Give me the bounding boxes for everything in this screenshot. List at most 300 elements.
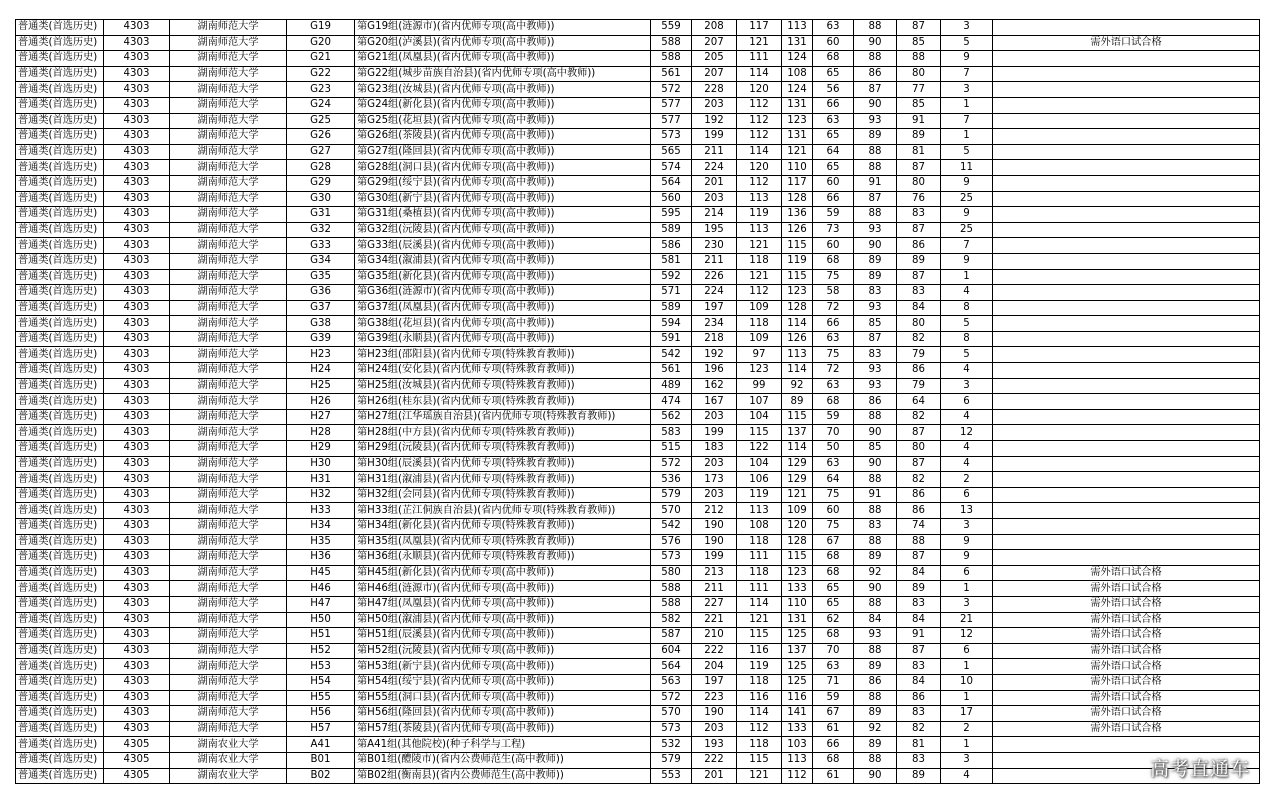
cell-remark [993,534,1260,550]
cell-elective-score: 50 [813,441,854,457]
cell-group-code: B01 [287,752,355,768]
cell-institution-code: 4303 [104,51,170,67]
cell-group-name: 第G21组(凤凰县)(省内优师专项(高中教师)) [355,51,651,67]
cell-institution-name: 湖南师范大学 [170,347,287,363]
cell-group-code: H25 [287,378,355,394]
cell-elective-score: 59 [813,207,854,223]
cell-subject-b-score: 123 [782,565,813,581]
cell-remark [993,363,1260,379]
cell-enrolled-count: 4 [941,409,993,425]
cell-group-name: 第G32组(沅陵县)(省内优师专项(高中教师)) [355,222,651,238]
cell-rank-score-a: 89 [854,659,897,675]
cell-chinese-math-score: 199 [692,550,737,566]
cell-remark [993,503,1260,519]
cell-category: 普通类(首选历史) [16,20,104,36]
cell-rank-score-b: 85 [897,35,941,51]
cell-elective-score: 63 [813,378,854,394]
cell-total-score: 571 [651,285,692,301]
cell-subject-b-score: 126 [782,222,813,238]
cell-rank-score-b: 80 [897,175,941,191]
cell-total-score: 577 [651,113,692,129]
cell-elective-score: 63 [813,659,854,675]
cell-total-score: 582 [651,612,692,628]
cell-group-code: G19 [287,20,355,36]
cell-category: 普通类(首选历史) [16,363,104,379]
cell-group-name: 第B02组(衡南县)(省内公费师范生(高中教师)) [355,768,651,784]
cell-institution-name: 湖南师范大学 [170,222,287,238]
cell-group-name: 第G24组(新化县)(省内优师专项(高中教师)) [355,97,651,113]
cell-subject-a-score: 115 [737,752,782,768]
cell-group-code: H35 [287,534,355,550]
cell-rank-score-a: 90 [854,581,897,597]
cell-total-score: 559 [651,20,692,36]
cell-rank-score-b: 82 [897,409,941,425]
cell-group-code: H57 [287,721,355,737]
cell-total-score: 591 [651,331,692,347]
cell-subject-b-score: 124 [782,51,813,67]
cell-institution-code: 4303 [104,628,170,644]
cell-subject-b-score: 125 [782,659,813,675]
cell-rank-score-a: 88 [854,207,897,223]
cell-subject-a-score: 118 [737,316,782,332]
cell-elective-score: 65 [813,129,854,145]
cell-institution-code: 4303 [104,394,170,410]
cell-elective-score: 60 [813,503,854,519]
cell-group-name: 第H50组(溆浦县)(省内优师专项(高中教师)) [355,612,651,628]
table-row [16,534,1260,550]
cell-total-score: 581 [651,253,692,269]
cell-category: 普通类(首选历史) [16,550,104,566]
cell-rank-score-a: 88 [854,690,897,706]
cell-total-score: 573 [651,550,692,566]
cell-total-score: 588 [651,51,692,67]
cell-enrolled-count: 4 [941,285,993,301]
cell-group-code: H47 [287,596,355,612]
table-row [16,596,1260,612]
cell-group-name: 第G20组(泸溪县)(省内优师专项(高中教师)) [355,35,651,51]
cell-rank-score-b: 79 [897,378,941,394]
cell-group-name: 第H25组(汝城县)(省内优师专项(特殊教育教师)) [355,378,651,394]
cell-elective-score: 60 [813,175,854,191]
cell-subject-b-score: 124 [782,82,813,98]
cell-group-name: 第H45组(新化县)(省内优师专项(高中教师)) [355,565,651,581]
cell-remark [993,222,1260,238]
cell-total-score: 561 [651,363,692,379]
cell-group-code: G21 [287,51,355,67]
cell-chinese-math-score: 205 [692,51,737,67]
cell-elective-score: 64 [813,472,854,488]
cell-category: 普通类(首选历史) [16,737,104,753]
cell-subject-a-score: 109 [737,331,782,347]
cell-enrolled-count: 3 [941,82,993,98]
cell-enrolled-count: 4 [941,363,993,379]
cell-group-code: G20 [287,35,355,51]
cell-elective-score: 66 [813,737,854,753]
cell-rank-score-a: 93 [854,628,897,644]
cell-chinese-math-score: 183 [692,441,737,457]
table-row [16,97,1260,113]
cell-group-code: H45 [287,565,355,581]
cell-subject-a-score: 121 [737,612,782,628]
cell-total-score: 564 [651,175,692,191]
cell-subject-a-score: 120 [737,82,782,98]
cell-rank-score-b: 76 [897,191,941,207]
cell-elective-score: 59 [813,409,854,425]
cell-group-name: 第H56组(隆回县)(省内优师专项(高中教师)) [355,706,651,722]
cell-institution-name: 湖南师范大学 [170,97,287,113]
cell-chinese-math-score: 197 [692,300,737,316]
cell-total-score: 572 [651,82,692,98]
cell-rank-score-b: 86 [897,363,941,379]
table-body [16,20,1260,784]
cell-rank-score-b: 85 [897,97,941,113]
cell-remark: 需外语口试合格 [993,35,1260,51]
cell-institution-name: 湖南师范大学 [170,394,287,410]
table-row [16,300,1260,316]
cell-institution-name: 湖南师范大学 [170,160,287,176]
cell-chinese-math-score: 211 [692,253,737,269]
cell-group-code: G39 [287,331,355,347]
cell-rank-score-a: 93 [854,222,897,238]
cell-group-code: G33 [287,238,355,254]
cell-rank-score-a: 90 [854,238,897,254]
cell-institution-code: 4303 [104,144,170,160]
cell-enrolled-count: 12 [941,628,993,644]
cell-rank-score-b: 89 [897,129,941,145]
cell-subject-a-score: 112 [737,97,782,113]
cell-institution-code: 4303 [104,222,170,238]
cell-group-name: 第G23组(汝城县)(省内优师专项(高中教师)) [355,82,651,98]
cell-group-name: 第H24组(安化县)(省内优师专项(特殊教育教师)) [355,363,651,379]
cell-group-name: 第G30组(新宁县)(省内优师专项(高中教师)) [355,191,651,207]
cell-elective-score: 68 [813,253,854,269]
cell-chinese-math-score: 221 [692,612,737,628]
cell-enrolled-count: 8 [941,300,993,316]
cell-subject-b-score: 123 [782,113,813,129]
cell-rank-score-a: 89 [854,737,897,753]
cell-category: 普通类(首选历史) [16,113,104,129]
cell-category: 普通类(首选历史) [16,300,104,316]
table-row [16,347,1260,363]
table-row [16,331,1260,347]
table-row [16,285,1260,301]
cell-category: 普通类(首选历史) [16,331,104,347]
cell-category: 普通类(首选历史) [16,690,104,706]
table-row [16,394,1260,410]
cell-total-score: 542 [651,347,692,363]
cell-institution-name: 湖南师范大学 [170,129,287,145]
cell-institution-code: 4303 [104,285,170,301]
cell-subject-a-score: 122 [737,441,782,457]
cell-rank-score-a: 92 [854,565,897,581]
cell-institution-name: 湖南师范大学 [170,20,287,36]
cell-elective-score: 71 [813,674,854,690]
cell-category: 普通类(首选历史) [16,253,104,269]
cell-enrolled-count: 3 [941,596,993,612]
cell-subject-b-score: 103 [782,737,813,753]
cell-subject-b-score: 113 [782,20,813,36]
cell-chinese-math-score: 223 [692,690,737,706]
cell-institution-name: 湖南师范大学 [170,487,287,503]
cell-chinese-math-score: 203 [692,409,737,425]
cell-rank-score-b: 64 [897,394,941,410]
cell-remark: 需外语口试合格 [993,643,1260,659]
cell-remark [993,20,1260,36]
cell-subject-b-score: 112 [782,768,813,784]
cell-rank-score-b: 87 [897,20,941,36]
cell-subject-b-score: 133 [782,721,813,737]
cell-subject-b-score: 128 [782,191,813,207]
cell-rank-score-a: 88 [854,596,897,612]
table-row [16,721,1260,737]
cell-institution-code: 4303 [104,612,170,628]
cell-chinese-math-score: 218 [692,331,737,347]
cell-group-code: G36 [287,285,355,301]
cell-total-score: 589 [651,222,692,238]
cell-subject-b-score: 89 [782,394,813,410]
cell-elective-score: 65 [813,160,854,176]
cell-subject-a-score: 114 [737,706,782,722]
cell-institution-code: 4303 [104,409,170,425]
cell-institution-name: 湖南师范大学 [170,363,287,379]
cell-total-score: 572 [651,690,692,706]
cell-enrolled-count: 9 [941,207,993,223]
cell-institution-code: 4303 [104,269,170,285]
cell-elective-score: 67 [813,534,854,550]
cell-subject-a-score: 116 [737,690,782,706]
table-row [16,487,1260,503]
cell-total-score: 561 [651,66,692,82]
cell-rank-score-a: 90 [854,456,897,472]
cell-group-code: H53 [287,659,355,675]
cell-remark [993,144,1260,160]
cell-category: 普通类(首选历史) [16,596,104,612]
cell-enrolled-count: 6 [941,565,993,581]
cell-institution-code: 4303 [104,690,170,706]
cell-subject-b-score: 108 [782,66,813,82]
cell-category: 普通类(首选历史) [16,456,104,472]
cell-elective-score: 64 [813,144,854,160]
table-row [16,378,1260,394]
cell-rank-score-b: 87 [897,550,941,566]
cell-institution-code: 4303 [104,238,170,254]
cell-group-code: G31 [287,207,355,223]
cell-group-name: 第H30组(辰溪县)(省内优师专项(特殊教育教师)) [355,456,651,472]
cell-chinese-math-score: 224 [692,160,737,176]
cell-chinese-math-score: 173 [692,472,737,488]
cell-chinese-math-score: 207 [692,66,737,82]
cell-category: 普通类(首选历史) [16,628,104,644]
cell-subject-a-score: 112 [737,129,782,145]
cell-category: 普通类(首选历史) [16,565,104,581]
cell-subject-b-score: 114 [782,441,813,457]
cell-remark [993,378,1260,394]
cell-institution-name: 湖南师范大学 [170,534,287,550]
cell-remark: 需外语口试合格 [993,690,1260,706]
cell-elective-score: 72 [813,300,854,316]
cell-enrolled-count: 25 [941,222,993,238]
cell-rank-score-b: 89 [897,581,941,597]
cell-group-code: G35 [287,269,355,285]
cell-total-score: 580 [651,565,692,581]
cell-total-score: 588 [651,596,692,612]
cell-category: 普通类(首选历史) [16,706,104,722]
table-row [16,51,1260,67]
cell-group-code: G23 [287,82,355,98]
cell-remark [993,487,1260,503]
cell-total-score: 565 [651,144,692,160]
cell-chinese-math-score: 210 [692,628,737,644]
cell-rank-score-a: 83 [854,285,897,301]
cell-total-score: 570 [651,706,692,722]
cell-category: 普通类(首选历史) [16,97,104,113]
cell-group-name: 第H52组(沅陵县)(省内优师专项(高中教师)) [355,643,651,659]
cell-institution-code: 4303 [104,316,170,332]
cell-rank-score-b: 87 [897,222,941,238]
cell-rank-score-b: 87 [897,425,941,441]
table-row [16,316,1260,332]
cell-elective-score: 66 [813,97,854,113]
cell-remark [993,285,1260,301]
cell-elective-score: 61 [813,768,854,784]
cell-remark [993,129,1260,145]
cell-total-score: 579 [651,487,692,503]
cell-group-name: 第H29组(沅陵县)(省内优师专项(特殊教育教师)) [355,441,651,457]
cell-group-name: 第G39组(永顺县)(省内优师专项(高中教师)) [355,331,651,347]
cell-institution-code: 4303 [104,519,170,535]
cell-total-score: 536 [651,472,692,488]
cell-rank-score-b: 82 [897,472,941,488]
cell-total-score: 586 [651,238,692,254]
cell-group-code: H29 [287,441,355,457]
cell-rank-score-a: 87 [854,82,897,98]
cell-chinese-math-score: 192 [692,113,737,129]
cell-group-code: H54 [287,674,355,690]
cell-subject-a-score: 118 [737,534,782,550]
cell-chinese-math-score: 199 [692,425,737,441]
cell-institution-name: 湖南师范大学 [170,285,287,301]
cell-chinese-math-score: 162 [692,378,737,394]
cell-remark [993,347,1260,363]
cell-group-code: G26 [287,129,355,145]
cell-elective-score: 75 [813,519,854,535]
cell-enrolled-count: 13 [941,503,993,519]
cell-institution-name: 湖南师范大学 [170,721,287,737]
cell-institution-name: 湖南师范大学 [170,409,287,425]
cell-group-name: 第H51组(辰溪县)(省内优师专项(高中教师)) [355,628,651,644]
cell-remark [993,409,1260,425]
cell-rank-score-b: 87 [897,643,941,659]
cell-elective-score: 63 [813,20,854,36]
cell-subject-a-score: 118 [737,253,782,269]
cell-subject-b-score: 137 [782,643,813,659]
cell-enrolled-count: 3 [941,378,993,394]
cell-total-score: 570 [651,503,692,519]
cell-elective-score: 75 [813,487,854,503]
cell-category: 普通类(首选历史) [16,643,104,659]
cell-rank-score-b: 82 [897,331,941,347]
cell-institution-code: 4305 [104,752,170,768]
cell-rank-score-a: 88 [854,409,897,425]
cell-institution-name: 湖南师范大学 [170,207,287,223]
cell-group-name: 第G31组(桑植县)(省内优师专项(高中教师)) [355,207,651,223]
cell-group-code: H56 [287,706,355,722]
cell-institution-code: 4303 [104,643,170,659]
cell-institution-name: 湖南师范大学 [170,113,287,129]
cell-institution-name: 湖南师范大学 [170,472,287,488]
cell-group-name: 第G25组(花垣县)(省内优师专项(高中教师)) [355,113,651,129]
cell-enrolled-count: 21 [941,612,993,628]
cell-institution-code: 4303 [104,175,170,191]
cell-elective-score: 63 [813,456,854,472]
cell-institution-code: 4303 [104,550,170,566]
cell-total-score: 560 [651,191,692,207]
cell-total-score: 604 [651,643,692,659]
cell-subject-a-score: 121 [737,35,782,51]
cell-group-name: 第G22组(城步苗族自治县)(省内优师专项(高中教师)) [355,66,651,82]
cell-category: 普通类(首选历史) [16,487,104,503]
cell-subject-b-score: 128 [782,300,813,316]
cell-enrolled-count: 1 [941,581,993,597]
cell-rank-score-a: 90 [854,425,897,441]
cell-chinese-math-score: 203 [692,191,737,207]
cell-enrolled-count: 11 [941,160,993,176]
cell-subject-a-score: 114 [737,66,782,82]
cell-subject-b-score: 110 [782,160,813,176]
cell-subject-b-score: 113 [782,347,813,363]
cell-institution-name: 湖南师范大学 [170,643,287,659]
cell-chinese-math-score: 203 [692,97,737,113]
cell-remark: 需外语口试合格 [993,659,1260,675]
cell-chinese-math-score: 201 [692,768,737,784]
cell-group-code: G28 [287,160,355,176]
cell-category: 普通类(首选历史) [16,659,104,675]
cell-group-name: 第H32组(会同县)(省内优师专项(特殊教育教师)) [355,487,651,503]
cell-remark [993,472,1260,488]
cell-group-name: 第A41组(其他院校)(种子科学与工程) [355,737,651,753]
cell-remark [993,441,1260,457]
cell-rank-score-b: 86 [897,503,941,519]
cell-category: 普通类(首选历史) [16,409,104,425]
cell-remark [993,175,1260,191]
cell-rank-score-a: 90 [854,768,897,784]
cell-subject-a-score: 104 [737,456,782,472]
cell-rank-score-a: 84 [854,612,897,628]
cell-rank-score-a: 88 [854,503,897,519]
cell-elective-score: 68 [813,394,854,410]
cell-elective-score: 68 [813,550,854,566]
cell-remark [993,331,1260,347]
cell-institution-name: 湖南师范大学 [170,51,287,67]
cell-group-code: B02 [287,768,355,784]
cell-elective-score: 62 [813,612,854,628]
cell-chinese-math-score: 190 [692,534,737,550]
cell-elective-score: 65 [813,596,854,612]
cell-rank-score-b: 81 [897,144,941,160]
cell-institution-name: 湖南师范大学 [170,66,287,82]
cell-category: 普通类(首选历史) [16,378,104,394]
table-row [16,113,1260,129]
cell-subject-a-score: 115 [737,628,782,644]
cell-rank-score-a: 88 [854,472,897,488]
cell-rank-score-b: 91 [897,113,941,129]
cell-group-name: 第G28组(洞口县)(省内优师专项(高中教师)) [355,160,651,176]
table-row [16,207,1260,223]
cell-subject-b-score: 133 [782,581,813,597]
table-row [16,82,1260,98]
cell-total-score: 588 [651,581,692,597]
cell-enrolled-count: 7 [941,238,993,254]
